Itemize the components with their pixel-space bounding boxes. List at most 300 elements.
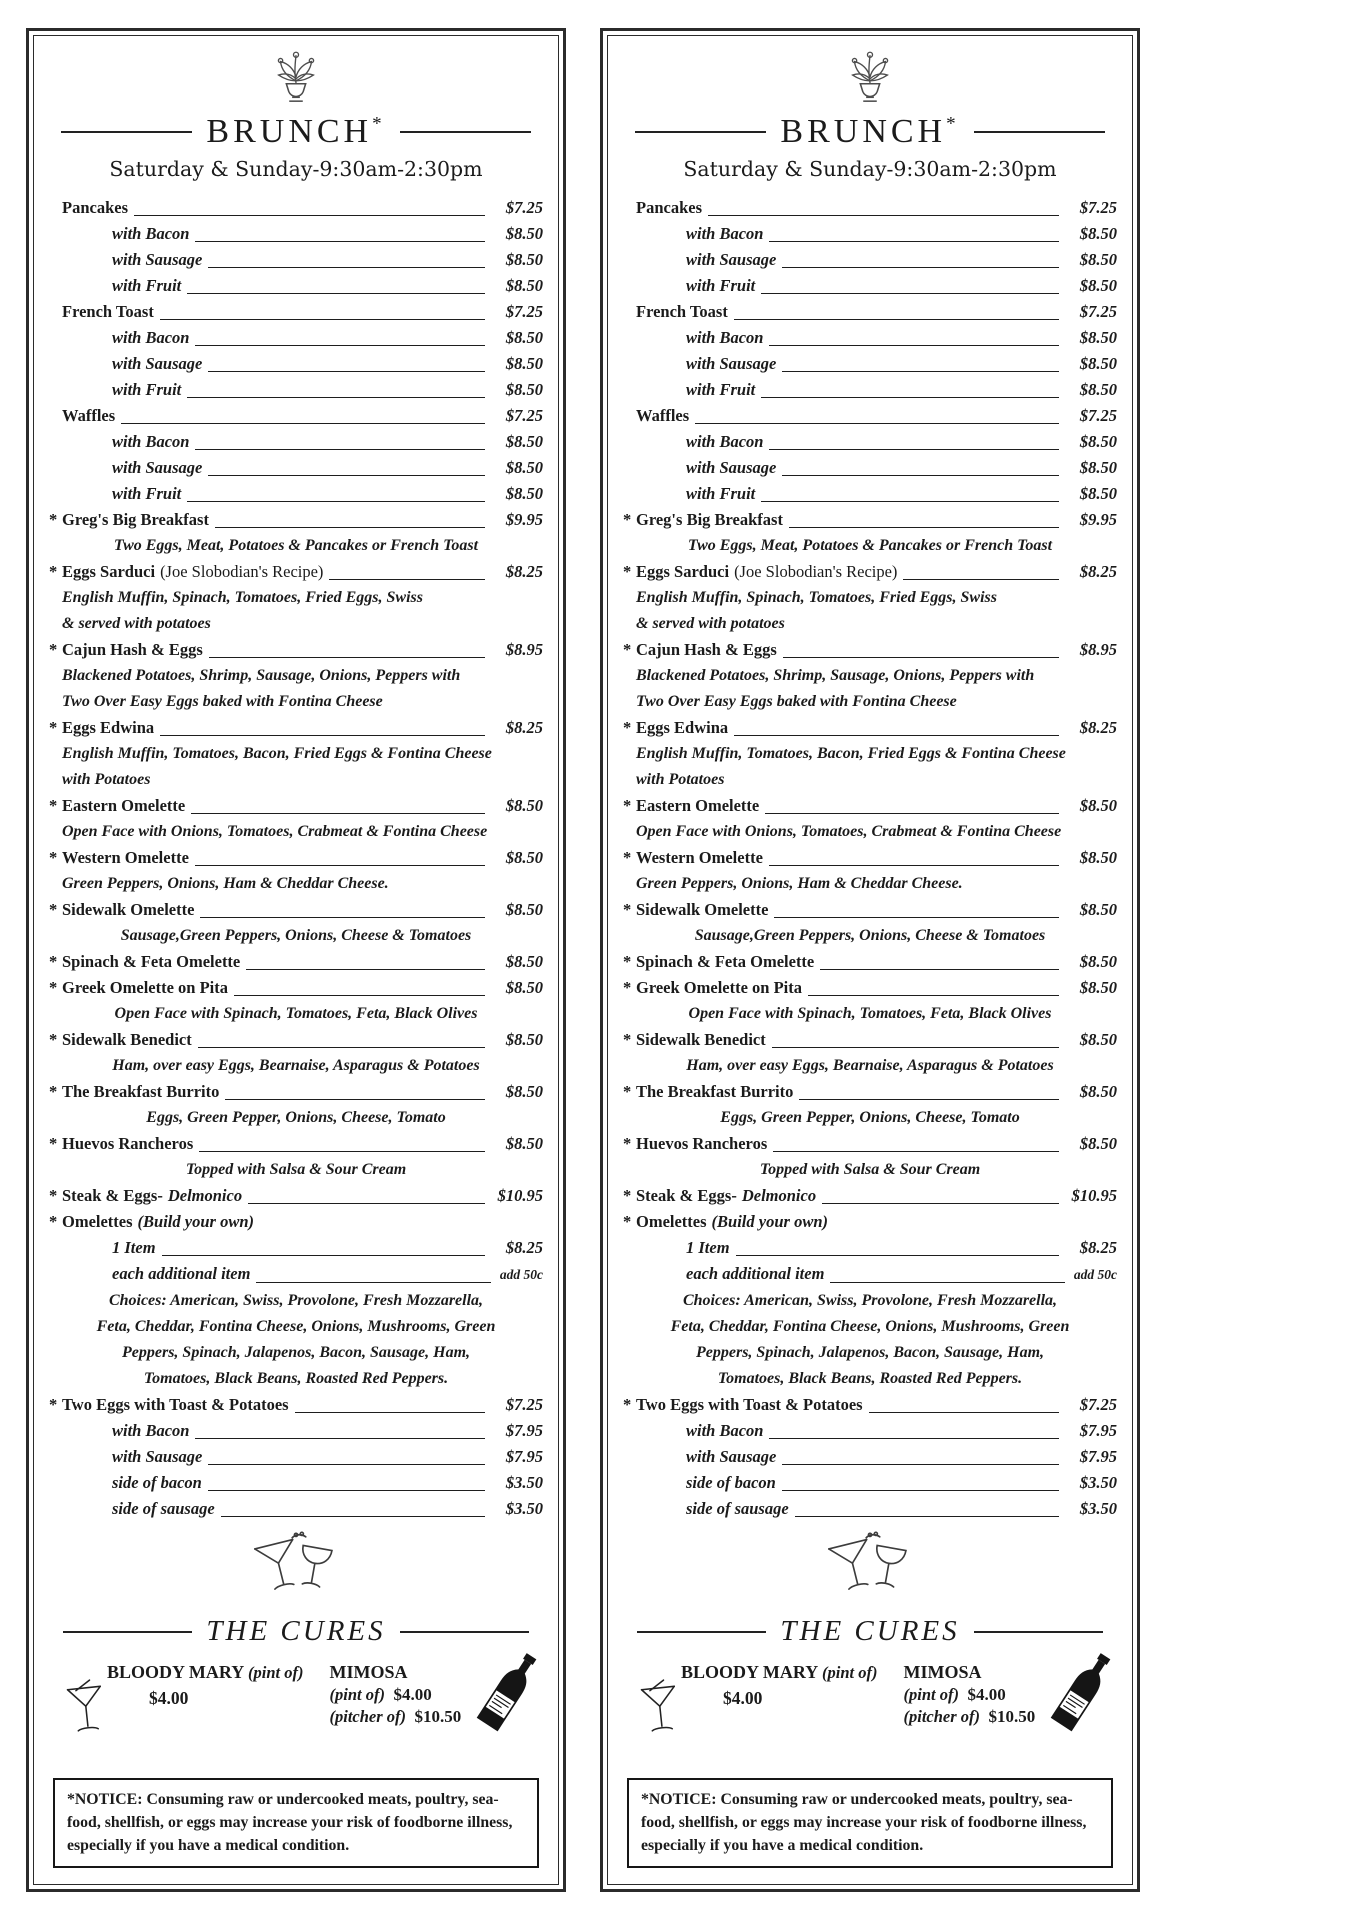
menu-item-description: Green Peppers, Onions, Ham & Cheddar Cheese. (636, 875, 963, 892)
menu-item (623, 1444, 1117, 1470)
leader-line (769, 241, 1059, 242)
menu-item (49, 1183, 543, 1209)
menu-item-description: & served with potatoes (636, 615, 785, 632)
menu-item (623, 715, 1117, 741)
menu-item-price: $10.95 (497, 1186, 543, 1205)
menu-item-price: $8.50 (505, 1134, 543, 1153)
menu-item-description: Eggs, Green Pepper, Onions, Cheese, Tomato (146, 1109, 446, 1126)
star-marker: * (49, 1186, 58, 1205)
leader-line (195, 1438, 485, 1439)
cures-rule-left (637, 1631, 766, 1633)
menu-item-name: with Sausage (686, 458, 777, 477)
leader-line (195, 449, 485, 450)
menu-item (49, 507, 543, 533)
leader-line (774, 917, 1059, 918)
leader-line (782, 475, 1059, 476)
menu-item-price: $8.50 (505, 224, 543, 243)
menu-item-name: side of sausage (112, 1499, 215, 1518)
menu-item-description: Choices: American, Swiss, Provolone, Fresh Mozzarella, (682, 1292, 1058, 1309)
menu-item (49, 793, 543, 819)
menu-item-name: Omelettes (62, 1212, 133, 1231)
leader-line (162, 1255, 485, 1256)
leader-line (208, 475, 485, 476)
menu-item-description: Sausage,Green Peppers, Onions, Cheese & Tomatoes (694, 927, 1046, 944)
menu-item (623, 507, 1117, 533)
leader-line (246, 969, 485, 970)
menu-item-price: $8.50 (505, 848, 543, 867)
menu-item-name: Waffles (62, 406, 116, 425)
menu-item (49, 481, 543, 507)
menu-item-price: $7.25 (1079, 1395, 1117, 1414)
menu-item-price: $7.95 (1079, 1447, 1117, 1466)
notice-text-line: especially if you have a medical condition. (67, 1837, 350, 1854)
menu-item-price: $8.50 (1079, 848, 1117, 867)
star-marker: * (49, 1030, 58, 1049)
mimosa-pitcher-price: $10.50 (988, 1707, 1036, 1726)
brunch-hours: Saturday & Sunday-9:30am-2:30pm (109, 157, 483, 181)
menu-item (49, 1444, 543, 1470)
menu-item (49, 1496, 543, 1522)
menu-item-price: $8.50 (1079, 1030, 1117, 1049)
martini-icon-wrap (65, 1678, 107, 1743)
leader-line (782, 1490, 1059, 1491)
menu-item-price: $8.50 (1079, 328, 1117, 347)
menu-item-name: with Bacon (112, 224, 190, 243)
menu-item-name: 1 Item (112, 1238, 156, 1257)
menu-item (623, 377, 1117, 403)
menu-item-name: with Sausage (686, 354, 777, 373)
cures-title: THE CURES (206, 1615, 386, 1647)
menu-item-name: Western Omelette (62, 848, 189, 867)
cures-icon-wrap (623, 1530, 1117, 1613)
menu-item-name: The Breakfast Burrito (636, 1082, 794, 1101)
menu-item-price: $3.50 (505, 1499, 543, 1518)
star-marker: * (49, 1082, 58, 1101)
menu-item-description: English Muffin, Tomatoes, Bacon, Fried Eggs & Fontina Cheese (636, 745, 1066, 762)
menu-item-price: $8.50 (505, 354, 543, 373)
menu-item-price: $3.50 (505, 1473, 543, 1492)
menu-item-description: English Muffin, Spinach, Tomatoes, Fried Eggs, Swiss (636, 589, 997, 606)
bloody-mary-name: BLOODY MARY (681, 1662, 818, 1682)
menu-item (623, 949, 1117, 975)
menu-item-name: Eggs Sarduci (62, 562, 156, 581)
menu-item (49, 1079, 543, 1105)
leader-line (782, 1464, 1059, 1465)
bloody-mary-price: $4.00 (149, 1688, 189, 1708)
menu-item-note: (Build your own) (137, 1212, 254, 1231)
menu-item-name: Eggs Sarduci (636, 562, 730, 581)
star-marker: * (623, 978, 632, 997)
bloody-mary-text (107, 1662, 304, 1743)
menu-item-price: $8.50 (1079, 224, 1117, 243)
star-marker: * (49, 848, 58, 867)
brunch-title-asterisk: * (372, 113, 386, 135)
menu-item-price: $7.25 (1079, 406, 1117, 425)
menu-item-description: Eggs, Green Pepper, Onions, Cheese, Tomato (720, 1109, 1020, 1126)
menu-item-price: $8.50 (505, 328, 543, 347)
bloody-mary-text (681, 1662, 878, 1743)
menu-item-name: with Bacon (112, 1421, 190, 1440)
leader-line (903, 579, 1059, 580)
notice-label: *NOTICE: (641, 1791, 717, 1808)
leader-line (256, 1282, 491, 1283)
menu-item-price: $8.95 (1079, 640, 1117, 659)
menu-item-price: $7.95 (1079, 1421, 1117, 1440)
menu-item (49, 715, 543, 741)
leader-line (187, 501, 485, 502)
menu-item (49, 1131, 543, 1157)
leader-line (134, 215, 485, 216)
floral-engraving-icon (842, 48, 898, 106)
menu-item-description: Feta, Cheddar, Fontina Cheese, Onions, Mushrooms, Green (670, 1318, 1070, 1335)
menu-item-price: $8.95 (505, 640, 543, 659)
menu-item (49, 637, 543, 663)
leader-line (199, 1151, 485, 1152)
menu-item-price: $8.50 (1079, 250, 1117, 269)
leader-line (225, 1099, 485, 1100)
brunch-title (206, 113, 385, 151)
cures-rule-right (400, 1631, 529, 1633)
menu-item-price: $7.25 (505, 302, 543, 321)
menu-item-description: Ham, over easy Eggs, Bearnaise, Asparagus & Potatoes (686, 1057, 1054, 1074)
cures-title: THE CURES (780, 1615, 960, 1647)
menu-item-name: Eggs Edwina (62, 718, 155, 737)
leader-line (830, 1282, 1065, 1283)
leader-line (187, 293, 485, 294)
menu-item-description: Feta, Cheddar, Fontina Cheese, Onions, Mushrooms, Green (96, 1318, 496, 1335)
menu-item-name: Sidewalk Benedict (62, 1030, 192, 1049)
menu-item-price: $8.50 (1079, 978, 1117, 997)
menu-item-price: $8.50 (505, 900, 543, 919)
menu-item-name: Sidewalk Omelette (62, 900, 195, 919)
martini-glass-icon (639, 1678, 681, 1738)
menu-item-price: $8.50 (1079, 1134, 1117, 1153)
menu-item (49, 299, 543, 325)
menu-item-name: Pancakes (62, 198, 128, 217)
menu-item-description: Tomatoes, Black Beans, Roasted Red Peppers. (143, 1370, 449, 1387)
mimosa-pitcher-label: (pitcher of) (903, 1707, 981, 1726)
menu-item (623, 559, 1117, 585)
menu-item-name: Greek Omelette on Pita (636, 978, 803, 997)
bloody-mary-unit: (pint of) (822, 1663, 878, 1682)
menu-item (49, 455, 543, 481)
notice-text-line: Consuming raw or undercooked meats, poultry, sea- (146, 1791, 499, 1808)
leader-line (820, 969, 1059, 970)
menu-item-description: Two Over Easy Eggs baked with Fontina Cheese (636, 693, 957, 710)
menu-item-price: $8.25 (1079, 562, 1117, 581)
menu-item (49, 1235, 543, 1261)
leader-line (708, 215, 1059, 216)
leader-line (195, 241, 485, 242)
menu-item-price: $8.50 (505, 432, 543, 451)
menu-item-price: $7.25 (505, 406, 543, 425)
notice-text-line: food, shellfish, or eggs may increase your risk of foodborne illness, (67, 1814, 513, 1831)
menu-item-note: (Build your own) (711, 1212, 828, 1231)
bloody-mary-block (639, 1662, 878, 1743)
menu-item (623, 221, 1117, 247)
leader-line (769, 345, 1059, 346)
menu-item-name: Steak & Eggs- (62, 1186, 163, 1205)
menu-item-name: with Fruit (112, 484, 182, 503)
leader-line (195, 865, 485, 866)
menu-item (623, 1131, 1117, 1157)
menu-item-name: 1 Item (686, 1238, 730, 1257)
floral-engraving-icon (268, 48, 324, 106)
star-marker: * (49, 1395, 58, 1414)
menu-item-price: $8.50 (1079, 276, 1117, 295)
menu-item-name: French Toast (62, 302, 154, 321)
menu-item-note: Delmonico (741, 1186, 817, 1205)
leader-line (221, 1516, 485, 1517)
menu-item-description: Choices: American, Swiss, Provolone, Fresh Mozzarella, (108, 1292, 484, 1309)
brunch-title-asterisk: * (946, 113, 960, 135)
menu-item (623, 1418, 1117, 1444)
leader-line (761, 293, 1059, 294)
bloody-mary-price: $4.00 (723, 1688, 763, 1708)
mimosa-block (904, 1662, 1036, 1727)
menu-item (623, 325, 1117, 351)
menu-item-name: Greg's Big Breakfast (62, 510, 209, 529)
menu-item-price: $8.50 (1079, 952, 1117, 971)
menu-item-name: with Sausage (112, 250, 203, 269)
menu-item-description: Green Peppers, Onions, Ham & Cheddar Cheese. (62, 875, 389, 892)
logo-wrap (49, 48, 543, 111)
star-marker: * (623, 1134, 632, 1153)
menu-item-name: with Bacon (686, 224, 764, 243)
logo-wrap (623, 48, 1117, 111)
menu-item (623, 481, 1117, 507)
leader-line (773, 1151, 1059, 1152)
menu-item-name: Sidewalk Omelette (636, 900, 769, 919)
star-marker: * (49, 796, 58, 815)
menu-item (623, 273, 1117, 299)
star-marker: * (49, 510, 58, 529)
mimosa-pint-price: $4.00 (393, 1685, 432, 1704)
brunch-title (780, 113, 959, 151)
menu-item-name: with Bacon (112, 432, 190, 451)
mimosa-block (330, 1662, 462, 1727)
menu-item (623, 1183, 1117, 1209)
leader-line (234, 995, 485, 996)
menu-item-name: Cajun Hash & Eggs (62, 640, 203, 659)
menu-item-name: Spinach & Feta Omelette (62, 952, 241, 971)
menu-item-name: Sidewalk Benedict (636, 1030, 766, 1049)
brunch-hours: Saturday & Sunday-9:30am-2:30pm (683, 157, 1057, 181)
star-marker: * (49, 718, 58, 737)
menu-item-description: English Muffin, Tomatoes, Bacon, Fried Eggs & Fontina Cheese (62, 745, 492, 762)
menu-item-price: $8.50 (1079, 484, 1117, 503)
champagne-bottle-wrap (461, 1646, 553, 1747)
menu-item-price: $8.50 (505, 276, 543, 295)
menu-item-description: Two Eggs, Meat, Potatoes & Pancakes or French Toast (687, 537, 1053, 554)
menu-item (49, 949, 543, 975)
menu-item-description: with Potatoes (636, 771, 725, 788)
leader-line (736, 1255, 1059, 1256)
menu-item-name: Western Omelette (636, 848, 763, 867)
notice-text-line: especially if you have a medical condition. (641, 1837, 924, 1854)
leader-line (215, 527, 485, 528)
menu-item (49, 1027, 543, 1053)
menu-item-name: with Sausage (686, 250, 777, 269)
menu-item (49, 559, 543, 585)
star-marker: * (49, 978, 58, 997)
menu-item-name: side of bacon (686, 1473, 776, 1492)
notice-text-line: food, shellfish, or eggs may increase your risk of foodborne illness, (641, 1814, 1087, 1831)
menu-item (49, 273, 543, 299)
menu-item-name: with Bacon (112, 328, 190, 347)
cures-title-row (637, 1615, 1103, 1648)
leader-line (795, 1516, 1059, 1517)
menu-item-name: with Fruit (686, 380, 756, 399)
menu-item-price: $8.50 (1079, 1082, 1117, 1101)
menu-item (623, 1209, 1117, 1235)
leader-line (761, 397, 1059, 398)
star-marker: * (49, 900, 58, 919)
menu-item-price: $8.50 (505, 380, 543, 399)
star-marker: * (49, 1212, 58, 1231)
star-marker: * (623, 718, 632, 737)
leader-line (869, 1412, 1059, 1413)
cures-rule-right (974, 1631, 1103, 1633)
mimosa-pint-price: $4.00 (967, 1685, 1006, 1704)
leader-line (782, 267, 1059, 268)
menu-item-description: with Potatoes (62, 771, 151, 788)
mimosa-pint-label: (pint of) (903, 1685, 959, 1704)
menu-item-name: Eggs Edwina (636, 718, 729, 737)
champagne-bottle-wrap (1035, 1646, 1127, 1747)
menu-item-price: $8.25 (505, 562, 543, 581)
menu-item-description: English Muffin, Spinach, Tomatoes, Fried Eggs, Swiss (62, 589, 423, 606)
menu-item (623, 975, 1117, 1001)
menu-item (623, 1079, 1117, 1105)
menu-item-price: $8.25 (1079, 1238, 1117, 1257)
menu-item-name: side of sausage (686, 1499, 789, 1518)
menu-item (623, 1470, 1117, 1496)
leader-line (783, 657, 1059, 658)
leader-line (191, 813, 485, 814)
menu-item-name: Greg's Big Breakfast (636, 510, 783, 529)
star-marker: * (49, 640, 58, 659)
leader-line (209, 657, 485, 658)
menu-item-description: Peppers, Spinach, Jalapenos, Bacon, Sausage, Ham, (695, 1344, 1045, 1361)
martini-icon-wrap (639, 1678, 681, 1743)
star-marker: * (49, 1134, 58, 1153)
menu-item (623, 793, 1117, 819)
menu-item-name: with Fruit (686, 276, 756, 295)
menu-item-name: Cajun Hash & Eggs (636, 640, 777, 659)
menu-item-name: with Fruit (112, 276, 182, 295)
star-marker: * (623, 1186, 632, 1205)
leader-line (208, 1464, 485, 1465)
leader-line (160, 319, 485, 320)
menu-item-name: with Sausage (686, 1447, 777, 1466)
bloody-mary-name: BLOODY MARY (107, 1662, 244, 1682)
menu-item-price: $3.50 (1079, 1473, 1117, 1492)
menu-item (49, 1392, 543, 1418)
menu-item (49, 377, 543, 403)
mimosa-pitcher-line (904, 1707, 1036, 1727)
notice-label: *NOTICE: (67, 1791, 143, 1808)
cures-rule-left (63, 1631, 192, 1633)
menu-item-name: with Sausage (112, 458, 203, 477)
mimosa-pitcher-line (330, 1707, 462, 1727)
menu-item-description: Peppers, Spinach, Jalapenos, Bacon, Sausage, Ham, (121, 1344, 471, 1361)
brunch-title-row (61, 113, 531, 151)
menu-item-description: Topped with Salsa & Sour Cream (185, 1161, 407, 1178)
menu-item-name: Omelettes (636, 1212, 707, 1231)
mimosa-pitcher-label: (pitcher of) (329, 1707, 407, 1726)
star-marker: * (623, 562, 632, 581)
menu-item-price: $8.50 (505, 1082, 543, 1101)
menu-item-price: $8.50 (505, 250, 543, 269)
leader-line (121, 423, 485, 424)
menu-item-note: (Joe Slobodian's Recipe) (160, 562, 324, 581)
menu-item-note: (Joe Slobodian's Recipe) (734, 562, 898, 581)
menu-item (49, 975, 543, 1001)
menu-item-price: $8.50 (505, 978, 543, 997)
menu-item-note: Delmonico (167, 1186, 243, 1205)
menu-item-price: $8.25 (1079, 718, 1117, 737)
leader-line (695, 423, 1059, 424)
menu-item-price: $9.95 (1079, 510, 1117, 529)
leader-line (198, 1047, 485, 1048)
menu-item-description: Two Eggs, Meat, Potatoes & Pancakes or French Toast (113, 537, 479, 554)
menu-item-price: add 50c (499, 1267, 543, 1282)
menu-item (623, 637, 1117, 663)
menu-item (49, 1209, 543, 1235)
leader-line (808, 995, 1059, 996)
menu-item-price: $8.50 (1079, 432, 1117, 451)
menu-item-description: Open Face with Onions, Tomatoes, Crabmeat & Fontina Cheese (62, 823, 488, 840)
cocktail-glasses-icon (252, 1530, 340, 1608)
leader-line (769, 865, 1059, 866)
menu-item (623, 403, 1117, 429)
star-marker: * (623, 796, 632, 815)
cocktail-glasses-icon (826, 1530, 914, 1608)
panel-frame (33, 35, 559, 1885)
leader-line (160, 735, 485, 736)
menu-item (49, 247, 543, 273)
brunch-title-text: BRUNCH (780, 113, 947, 150)
menu-item-name: Pancakes (636, 198, 702, 217)
menu-item (49, 195, 543, 221)
menu-item (623, 195, 1117, 221)
leader-line (208, 371, 485, 372)
star-marker: * (623, 900, 632, 919)
brunch-title-row (635, 113, 1105, 151)
menu-item-price: $9.95 (505, 510, 543, 529)
notice-box (53, 1778, 539, 1868)
menu-item-name: Two Eggs with Toast & Potatoes (62, 1395, 289, 1414)
title-rule-left (61, 131, 192, 133)
leader-line (195, 345, 485, 346)
leader-line (789, 527, 1059, 528)
menu-item-name: with Bacon (686, 328, 764, 347)
menu-item-name: with Sausage (112, 1447, 203, 1466)
menu-item-description: Tomatoes, Black Beans, Roasted Red Peppers. (717, 1370, 1023, 1387)
menu-item-name: Huevos Rancheros (62, 1134, 194, 1153)
mimosa-pint-line (904, 1685, 1036, 1705)
menu-item (49, 351, 543, 377)
title-rule-left (635, 131, 766, 133)
star-marker: * (623, 1030, 632, 1049)
star-marker: * (623, 510, 632, 529)
bloody-mary-block (65, 1662, 304, 1743)
menu-item-price: $7.95 (505, 1421, 543, 1440)
mimosa-pint-line (330, 1685, 462, 1705)
cures-title-row (63, 1615, 529, 1648)
leader-line (761, 501, 1059, 502)
